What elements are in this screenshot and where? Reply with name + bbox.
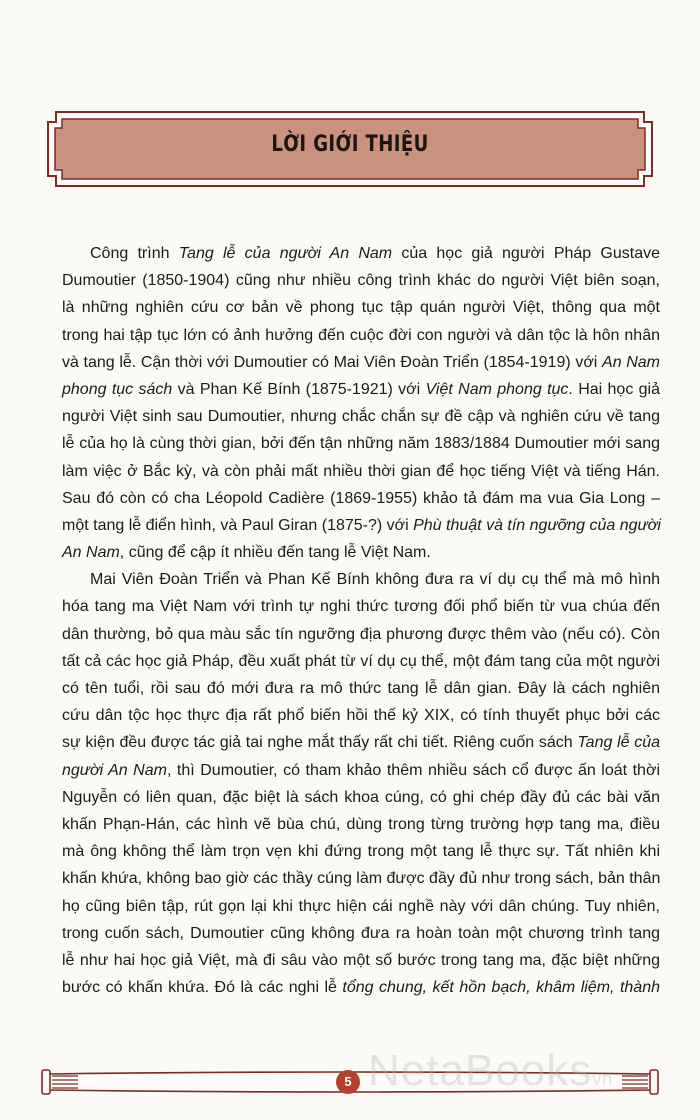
paragraph [62, 566, 660, 1001]
text-line [62, 240, 660, 267]
body-text [62, 240, 660, 1001]
text-segment: trong hai tập tục lớn có ảnh hưởng đến cuộc đời con người và dân tộc là hôn nhân [62, 326, 660, 344]
text-line [62, 539, 660, 566]
italic-title-text: Phù thuật và tín ngưỡng của người [413, 516, 661, 534]
text-line [62, 322, 660, 349]
text-line [62, 947, 660, 974]
text-line [62, 430, 660, 457]
text-segment: Nguyễn có liên quan, đặc biệt là sách khoa cúng, có ghi chép đầy đủ các bài văn [62, 788, 660, 806]
text-segment: Dumoutier (1850-1904) cũng như nhiều công trình khác do người Việt biên soạn, [62, 272, 660, 290]
text-segment: người Việt sinh sau Dumoutier, nhưng chắc chắn sự đề cập và nghiên cứu về tang [62, 408, 660, 426]
text-line [62, 811, 660, 838]
text-segment: và Phan Kế Bính (1875-1921) với [172, 380, 426, 398]
text-segment: , cũng để cập ít nhiều đến tang lễ Việt Nam. [119, 544, 431, 562]
italic-title-text: Tang lễ của người An Nam [178, 245, 393, 262]
text-line [62, 621, 660, 648]
text-line [62, 458, 660, 485]
text-segment: tất cả các học giả Pháp, đều xuất phát từ ví dụ cụ thể, một đám tang của một người [62, 652, 660, 670]
text-segment: Sau đó còn có cha Léopold Cadière (1869-1955) khảo tả đám ma vua Gia Long – [62, 489, 660, 507]
italic-title-text: An Nam [602, 353, 661, 371]
text-line [62, 512, 660, 539]
italic-title-text: người An Nam [62, 761, 167, 779]
text-line [62, 784, 660, 811]
text-line [62, 403, 660, 430]
text-line [62, 294, 660, 321]
text-line [62, 729, 660, 756]
text-line [62, 838, 660, 865]
italic-title-text: Tang lễ của [577, 734, 661, 752]
text-segment: , thì Dumoutier, có tham khảo thêm nhiều sách cổ được ấn loát thời [166, 761, 660, 779]
text-segment: làm việc ở Bắc kỳ, và còn phải mất nhiều thời gian để học tiếng Việt và tiếng Hán. [62, 462, 660, 480]
watermark-suffix: vn [592, 1069, 614, 1089]
text-segment: hóa tang ma Việt Nam với trình tự nghi thức tương đối phổ biến từ vua chúa đến [62, 598, 660, 616]
text-segment: sự kiện đều được tác giả tai nghe mắt thấy rất chi tiết. Riêng cuốn sách [62, 734, 578, 752]
text-segment: bước có khấn khứa. Đó là các nghi lễ [62, 979, 343, 997]
text-segment: mà ông không thể làm trọn vẹn khi đứng trong một tang lễ thực sự. Tất nhiên khi [62, 843, 660, 861]
text-line [62, 267, 660, 294]
text-segment: khấn Phạn-Hán, các hình vẽ bùa chú, dùng trong từng trường hợp tang ma, điều [62, 815, 660, 833]
italic-title-text: tổng chung, kết hồn bạch, khâm liệm, thành [342, 979, 661, 997]
text-segment: là những nghiên cứu cơ bản về phong tục tập quán người Việt, thông qua một [62, 299, 660, 317]
text-segment: Mai Viên Đoàn Triển và Phan Kế Bính không đưa ra ví dụ cụ thể mà mô hình [90, 571, 660, 589]
text-line [62, 349, 660, 376]
text-segment: Công trình [90, 245, 179, 262]
watermark [368, 1046, 613, 1096]
watermark-brand: NetaBooks [368, 1046, 593, 1095]
text-line [62, 974, 660, 1001]
text-line [62, 648, 660, 675]
text-segment: của học giả người Pháp Gustave [392, 245, 661, 262]
text-segment: họ cũng biên tập, rút gọn lại khi thực hiện cái nghề này với dân chúng. Tuy nhiên, [62, 897, 660, 915]
text-line [62, 376, 660, 403]
text-line [62, 757, 660, 784]
text-segment: có tên tuổi, rồi sau đó mới đưa ra mô thức tang lễ dân gian. Đây là cách nghiên [62, 680, 660, 697]
chapter-title-banner [44, 110, 656, 188]
text-line [62, 893, 660, 920]
chapter-title: LỜI GIỚI THIỆU [271, 132, 429, 157]
text-segment: trong cuốn sách, Dumoutier cũng không đưa ra hoàn toàn một chương trình tang [62, 924, 660, 942]
page-number: 5 [336, 1070, 360, 1094]
text-segment: cứu dân tộc học thực địa rất phổ biến hồi thế kỷ XIX, có tính thuyết phục bởi các [62, 707, 660, 725]
italic-title-text: phong tục sách [62, 380, 173, 398]
text-line [62, 566, 660, 593]
text-segment: . Hai học giả [568, 380, 661, 398]
text-line [62, 865, 660, 892]
text-segment: lễ như hai học giả Việt, mà đi sâu vào một số bước trong tang ma, đặc biệt những [62, 951, 660, 969]
text-line [62, 593, 660, 620]
text-line [62, 920, 660, 947]
text-segment: một tang lễ điển hình, và Paul Giran (1875-?) với [62, 516, 414, 534]
italic-title-text: An Nam [62, 544, 120, 562]
text-line [62, 485, 660, 512]
text-line [62, 702, 660, 729]
italic-title-text: Việt Nam phong tục [425, 380, 569, 398]
text-segment: khấn khứa, không bao giờ các thầy cúng làm được đầy đủ như trong sách, bản thân [62, 870, 661, 888]
text-segment: và tang lễ. Cận thời với Dumoutier có Mai Viên Đoàn Triển (1854-1919) với [62, 353, 603, 371]
text-segment: lễ của họ là cùng thời gian, bởi đến tận những năm 1883/1884 Dumoutier mới sang [62, 435, 660, 453]
text-segment: dân thường, bỏ qua màu sắc tín ngưỡng địa phương được thêm vào (nếu có). Còn [62, 625, 660, 643]
paragraph [62, 240, 660, 566]
text-line [62, 675, 660, 702]
